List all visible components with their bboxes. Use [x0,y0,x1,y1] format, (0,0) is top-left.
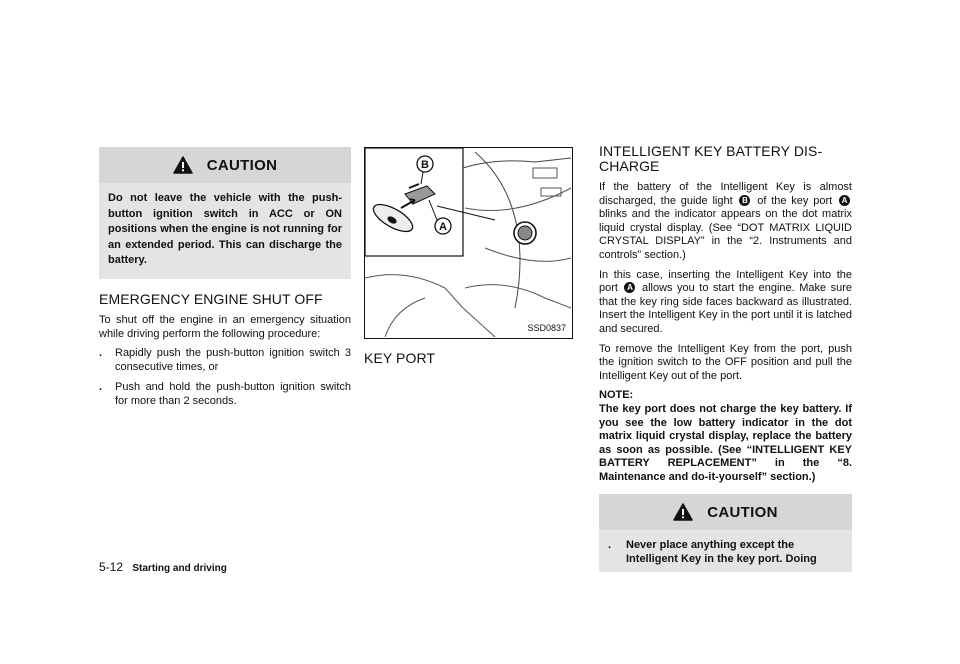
callout-a-marker: A [839,195,850,206]
bullet-dot: . [99,347,103,360]
list-item [99,381,351,408]
battery-paragraph-2 [599,269,852,337]
footer-section-title: Starting and driving [132,563,227,574]
section-heading-emergency: EMERGENCY ENGINE SHUT OFF [99,290,323,307]
middle-column [364,147,573,373]
para2-text-a: In this case, inserting the Intelligent Key into the port [599,268,852,295]
warning-icon [673,503,693,521]
caution-bullet [599,530,852,572]
para1-text-a: If the battery of the Intelligent Key is almost discharged, the guide light [599,181,852,207]
caution-label: CAUTION [206,156,278,174]
key-port-illustration [364,147,573,339]
caution-header [99,147,351,183]
para2-text-b: allows you to start the engine. Make sure that the key ring side faces backward as illustrated. Insert the Intelligent Key in the port until it is latched and secured. [599,282,852,335]
figure-code: SSD0837 [527,323,566,333]
left-column [99,147,351,416]
bullet-dot: . [99,381,103,394]
note-text: The key port does not charge the key battery. If you see the low battery indicator in the dot matrix liquid crystal display, replace the battery as soon as possible. (See “INTELLIGENT KEY BATTERY REPLACEMENT” in the “8. Maintenance and do-it-yourself” section.) [599,402,852,483]
caution-box [99,147,351,279]
list-item [99,347,351,374]
note-label: NOTE: [599,389,634,402]
caution-label: CAUTION [707,503,778,521]
intro-paragraph: To shut off the engine in an emergency situation while driving perform the following procedure: [99,313,351,340]
section-heading-battery: INTELLIGENT KEY BATTERY DIS-CHARGE [599,143,823,174]
caution-bullet-text: Never place anything except the Intelligent Key in the key port. Doing [626,539,817,566]
caution-header [599,494,852,530]
callout-b-label: B [421,159,429,171]
page-footer [99,560,227,574]
illustration-drawing [365,148,571,337]
battery-paragraph-3: To remove the Intelligent Key from the port, push the ignition switch to the OFF position and pull the Intelligent Key out of the port. [599,342,852,382]
caution-box [599,494,852,572]
para1-text-c: blinks and the indicator appears on the dot matrix liquid crystal display. (See “DOT MATRIX LIQUID CRYSTAL DISPLAY” in the “2. Instruments and controls” section.) [599,208,852,261]
section-heading-key-port: KEY PORT [364,350,436,366]
right-column [599,143,852,572]
battery-paragraph-1 [599,181,852,263]
callout-b-marker: B [739,195,750,206]
bullet-dot: . [608,539,612,552]
warning-icon [173,156,193,174]
page-number: 5-12 [99,560,124,574]
callout-a-label: A [439,221,447,233]
bullet-text: Push and hold the push-button ignition switch for more than 2 seconds. [115,381,351,407]
callout-a-marker: A [624,282,635,293]
caution-text: Do not leave the vehicle with the push-button ignition switch in ACC or ON positions when the engine is not running for an extended period. This can discharge the battery. [99,183,351,279]
bullet-text: Rapidly push the push-button ignition switch 3 consecutive times, or [115,347,351,373]
para1-text-b: of the key port [757,194,833,207]
